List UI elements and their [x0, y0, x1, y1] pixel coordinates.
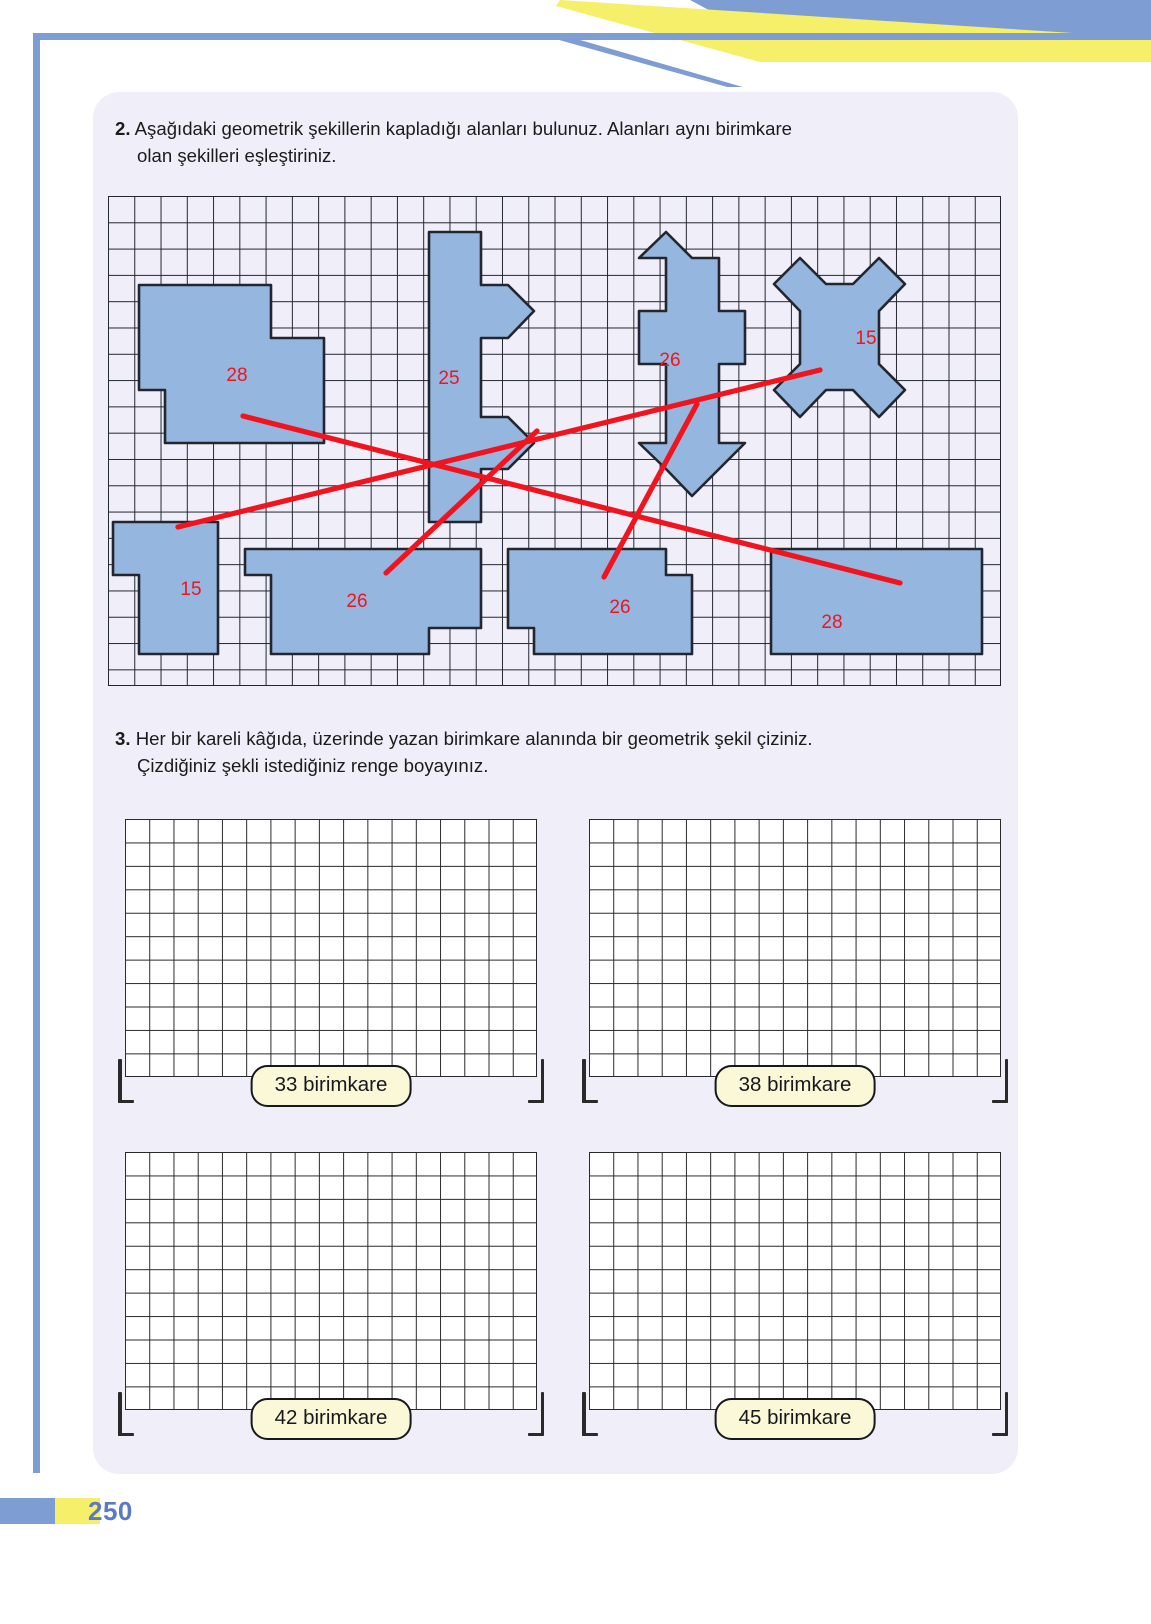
shape-bottom-mid-right [508, 549, 692, 654]
shape-bottom-left-block [113, 522, 218, 654]
bracket-foot-right [528, 1433, 544, 1437]
shape-area-label-28a: 28 [226, 365, 248, 386]
shape-area-label-15a: 15 [855, 328, 877, 349]
shape-bottom-right-rect [771, 549, 982, 654]
shape-area-label-15b: 15 [180, 579, 202, 600]
bracket-foot-left [118, 1100, 134, 1104]
bracket-foot-right [992, 1100, 1008, 1104]
shape-area-label-26c: 26 [609, 597, 631, 618]
question-2-line2: olan şekilleri eşleştiriniz. [137, 145, 337, 166]
question-3-text [115, 725, 1005, 779]
bracket-left [582, 1059, 586, 1103]
bracket-right [1005, 1059, 1009, 1103]
area-badge: 33 birimkare [251, 1065, 412, 1107]
question-2-line1: Aşağıdaki geometrik şekillerin kapladığı alanları bulunuz. Alanları aynı birimkare [134, 118, 792, 139]
shape-top-left-step [139, 285, 324, 443]
footer-color-bar [0, 1498, 100, 1524]
bracket-foot-left [118, 1433, 134, 1437]
question-2-text [115, 115, 1005, 169]
exercise-grid-shapes [108, 196, 1001, 686]
blank-grid-canvas[interactable] [589, 819, 1001, 1077]
area-badge: 42 birimkare [251, 1398, 412, 1440]
question-3-number: 3. [115, 728, 131, 749]
exercise-grid[interactable] [108, 196, 1001, 686]
bracket-foot-right [528, 1100, 544, 1104]
bracket-left [118, 1392, 122, 1436]
bracket-left [582, 1392, 586, 1436]
bracket-left [118, 1059, 122, 1103]
shape-area-label-26a: 26 [659, 350, 681, 371]
shape-area-label-28b: 28 [821, 612, 843, 633]
shape-top-right-cross [774, 258, 905, 417]
bracket-right [541, 1392, 545, 1436]
shape-area-label-25: 25 [438, 368, 460, 389]
blank-grid-canvas[interactable] [125, 1152, 537, 1410]
question-3-line2: Çizdiğiniz şekli istediğiniz renge boyayınız. [137, 755, 489, 776]
blank-grid-card[interactable] [125, 1152, 537, 1429]
shape-top-diamond [639, 232, 745, 496]
bracket-right [1005, 1392, 1009, 1436]
page-number: 250 [88, 1496, 133, 1526]
blank-grid-card[interactable] [125, 819, 537, 1096]
question-2-number: 2. [115, 118, 131, 139]
area-badge: 38 birimkare [715, 1065, 876, 1107]
bracket-foot-right [992, 1433, 1008, 1437]
blank-grid-card[interactable] [589, 819, 1001, 1096]
bracket-foot-left [582, 1100, 598, 1104]
blank-grid-canvas[interactable] [125, 819, 537, 1077]
shape-area-label-26b: 26 [346, 591, 368, 612]
blank-grid-canvas[interactable] [589, 1152, 1001, 1410]
question-3-line1: Her bir kareli kâğıda, üzerinde yazan birimkare alanında bir geometrik şekil çiziniz. [135, 728, 813, 749]
bracket-right [541, 1059, 545, 1103]
bracket-foot-left [582, 1433, 598, 1437]
footer-bar-blue [0, 1498, 55, 1524]
blank-grid-card[interactable] [589, 1152, 1001, 1429]
area-badge: 45 birimkare [715, 1398, 876, 1440]
